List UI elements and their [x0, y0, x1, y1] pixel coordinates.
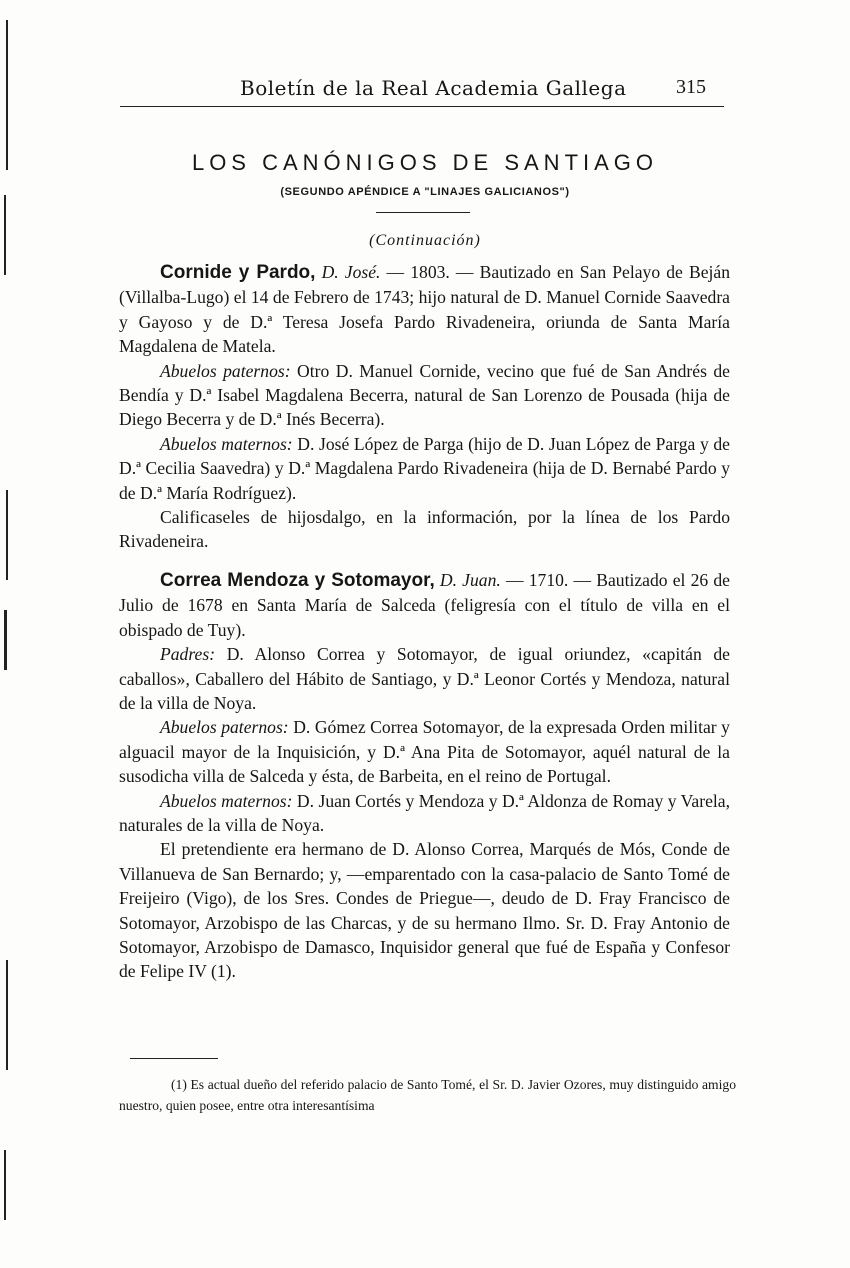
entry-surname: Correa Mendoza y Sotomayor,: [160, 569, 435, 591]
scan-edge-mark: [6, 490, 8, 580]
paragraph-text: Otro D. Manuel Cornide, vecino que fué de San Andrés de Bendía y D.ª Isabel Magdalena Becerra, natural de San Lorenzo de Pousada (hija de Diego Becerra y de D.ª Inés Becerra).: [119, 360, 730, 430]
paragraph-text: D. José López de Parga (hijo de D. Juan López de Parga y de D.ª Cecilia Saavedra) y D.ª Magdalena Pardo Rivadeneira (hija de D. Bernabé Pardo y de D.ª María Rodríguez).: [119, 433, 730, 503]
title-divider: [376, 212, 470, 213]
footnote-divider: [130, 1058, 218, 1059]
article-body: [119, 260, 730, 984]
scan-edge-mark: [6, 20, 8, 170]
footnote: [119, 1074, 736, 1116]
entry-given-name: D. José.: [321, 262, 381, 282]
entry-intro: [119, 260, 730, 359]
footnote-text: (1) Es actual dueño del referido palacio de Santo Tomé, el Sr. D. Javier Ozores, muy distinguido amigo nuestro, quien posee, entre otra interesantísima: [119, 1077, 736, 1113]
scan-edge-mark: [4, 1150, 6, 1220]
entry-paragraph: [119, 642, 730, 715]
paragraph-label: Padres:: [160, 644, 216, 665]
entry-intro-text: — 1710. — Bautizado el 26 de Julio de 1678 en Santa María de Salceda (feligresía con el título de villa en el obispado de Tuy).: [119, 569, 730, 640]
entry-intro-text: — 1803. — Bautizado en San Pelayo de Beján (Villalba-Lugo) el 14 de Febrero de 1743; hijo natural de D. Manuel Cornide Saavedra y Gayoso y de D.ª Teresa Josefa Pardo Rivadeneira, oriunda de Santa María Magdalena de Matela.: [119, 262, 730, 357]
entry-given-name: D. Juan.: [439, 569, 501, 590]
entry-paragraph: [119, 505, 730, 554]
paragraph-text: El pretendiente era hermano de D. Alonso Correa, Marqués de Mós, Conde de Villanueva de San Bernardo; y, —emparentado con la casa-palacio de Santo Tomé de Freijeiro (Vigo), de los Sres. Condes de Priegue—, deudo de D. Fray Francisco de Sotomayor, Arzobispo de las Charcas, y de su hermano Ilmo. Sr. D. Fray Antonio de Sotomayor, Arzobispo de Damasco, Inquisidor general que fué de España y Confesor de Felipe IV (1).: [119, 839, 730, 982]
entry-surname: Cornide y Pardo,: [160, 262, 316, 283]
paragraph-label: Abuelos paternos:: [160, 360, 291, 381]
article-title: LOS CANÓNIGOS DE SANTIAGO: [191, 150, 659, 175]
entry-intro: [119, 568, 730, 642]
paragraph-label: Abuelos paternos:: [160, 717, 289, 738]
entry-paragraph: [119, 432, 730, 505]
entry-paragraph: [119, 789, 730, 838]
paragraph-text: D. Juan Cortés y Mendoza y D.ª Aldonza de Romay y Varela, naturales de la villa de Noya.: [119, 790, 730, 835]
scan-edge-mark: [6, 960, 8, 1070]
entry-paragraph: [119, 715, 730, 788]
continuation-label: (Continuación): [369, 232, 481, 249]
entry-paragraph: [119, 837, 730, 983]
journal-title: Boletín de la Real Academia Gallega: [240, 76, 627, 100]
article-subtitle: (SEGUNDO APÉNDICE A "LINAJES GALICIANOS"): [280, 186, 570, 198]
paragraph-text: Calificaseles de hijosdalgo, en la información, por la línea de los Pardo Rivadeneira.: [119, 507, 730, 552]
running-head: [120, 76, 724, 107]
paragraph-text: D. Alonso Correa y Sotomayor, de igual oriundez, «capitán de caballos», Caballero del Hábito de Santiago, y D.ª Leonor Cortés y Mendoza, natural de la villa de Noya.: [119, 644, 730, 713]
scan-edge-mark: [4, 610, 7, 670]
paragraph-label: Abuelos maternos:: [160, 790, 293, 811]
page-number: 315: [676, 76, 706, 98]
entry-paragraph: [119, 359, 730, 432]
paragraph-label: Abuelos maternos:: [160, 433, 293, 454]
paragraph-text: D. Gómez Correa Sotomayor, de la expresada Orden militar y alguacil mayor de la Inquisición, y D.ª Ana Pita de Sotomayor, aquél natural de la susodicha villa de Salceda y ésta, de Barbeita, en el reino de Portugal.: [119, 717, 730, 787]
